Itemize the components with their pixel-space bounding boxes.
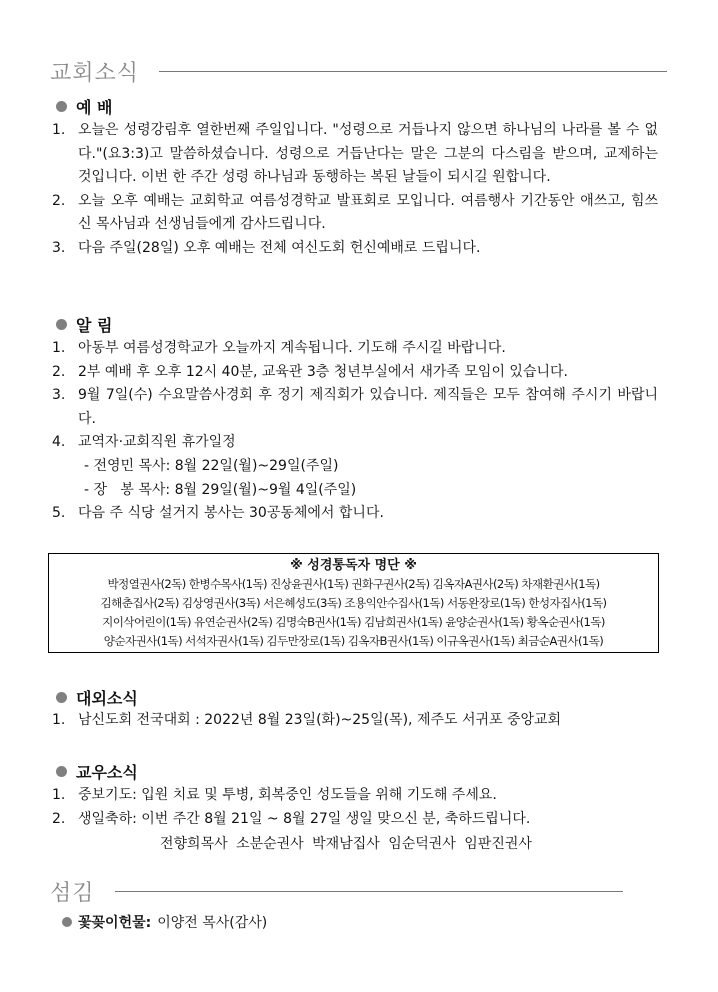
vacation-schedule — [78, 455, 658, 502]
worship-heading-text: 예 배 — [76, 98, 113, 117]
circle-bullet-icon — [56, 319, 67, 330]
roster-title: ※ 성경통독자 명단 ※ — [290, 558, 417, 573]
external-list — [52, 709, 658, 733]
roster-line: 김해춘집사(2독) 김상영권사(3독) 서은혜성도(3독) 조용익안수집사(1독) 서동완장로(1독) 한성자집사(1독) — [100, 596, 607, 610]
circle-bullet-icon — [56, 692, 67, 703]
church-news-rule — [159, 71, 667, 72]
roster-line: 박정열권사(2독) 한병수목사(1독) 진상윤권사(1독) 권화구권사(2독) 김옥자A권사(2독) 차재환권사(1독) — [107, 577, 600, 591]
members-list — [52, 784, 658, 831]
service-header — [50, 876, 623, 907]
members-heading — [56, 760, 138, 783]
list-item: 4. 교역자·교회직원 휴가일정 - 전영민 목사: 8월 22일(월)~29일(주일) - 장 봉 목사: 8월 29일(월)~9월 4일(주일) — [52, 431, 658, 502]
list-item: 3. 9월 7일(수) 수요말씀사경회 후 정기 제직회가 있습니다. 제직들은 모두 참여해 주시기 바랍니다. — [52, 387, 658, 427]
members-heading-text: 교우소식 — [76, 763, 138, 782]
church-news-header — [50, 56, 667, 87]
roster-line: 지이삭어린이(1독) 유연순권사(2독) 김명숙B권사(1독) 김남희권사(1독) 윤양순권사(1독) 황옥순권사(1독) — [102, 615, 605, 629]
list-item: 2. 오늘 오후 예배는 교회학교 여름성경학교 발표회로 모입니다. 여름행사 기간동안 애쓰고, 힘쓰신 목사님과 선생님들에게 감사드립니다. — [52, 192, 658, 233]
list-item: 3. 다음 주일(28일) 오후 예배는 전체 여신도회 헌신예배로 드립니다. — [52, 239, 481, 256]
flower-offering — [62, 912, 267, 932]
notice-heading-text: 알 림 — [76, 316, 113, 335]
church-news-title: 교회소식 — [50, 61, 140, 86]
worship-heading — [56, 95, 112, 118]
roster-line: 양순자권사(1독) 서석자권사(1독) 김두만장로(1독) 김옥자B권사(1독) 이규옥권사(1독) 최금순A권사(1독) — [103, 634, 604, 648]
worship-list — [52, 119, 658, 261]
bible-reading-roster — [48, 553, 659, 653]
service-title: 섬김 — [50, 881, 95, 906]
list-item: 5. 다음 주 식당 설거지 봉사는 30공동체에서 합니다. — [52, 505, 384, 522]
circle-bullet-icon — [56, 101, 67, 112]
list-item: 2. 생일축하: 이번 주간 8월 21일 ~ 8월 27일 생일 맞으신 분, 축하드립니다. — [52, 810, 531, 827]
circle-bullet-icon — [56, 766, 67, 777]
flower-value: 이양전 목사(감사) — [157, 915, 268, 931]
notice-heading — [56, 313, 112, 336]
vacation-line: - 전영민 목사: 8월 22일(월)~29일(주일) — [84, 457, 339, 474]
list-item: 1. 중보기도: 입원 치료 및 투병, 회복중인 성도들을 위해 기도해 주세요. — [52, 787, 497, 803]
birthday-names: 전향희목사 소분순권사 박재남집사 임순덕권사 임판진권사 — [160, 836, 532, 852]
list-item: 1. 아동부 여름성경학교가 오늘까지 계속됩니다. 기도해 주시길 바랍니다. — [52, 340, 506, 356]
service-rule — [115, 891, 623, 892]
list-item: 1. 남신도회 전국대회 : 2022년 8월 23일(화)~25일(목), 제주도 서귀포 중앙교회 — [52, 712, 562, 728]
notice-list — [52, 337, 658, 526]
vacation-line: - 장 봉 목사: 8월 29일(월)~9월 4일(주일) — [84, 481, 357, 498]
external-heading — [56, 686, 138, 709]
list-item: 1. 오늘은 성령강림후 열한번째 주일입니다. "성령으로 거듭나지 않으면 하나님의 나라를 볼 수 없다."(요3:3)고 말씀하셨습니다. 성령으로 거듭난다는 말은 그분의 다스림을 받으며, 교제하는 것입니다. 이번 한 주간 성령 하나님과 동행하는 복된 날들이 되시길 원합니다. — [52, 122, 658, 186]
circle-bullet-icon — [62, 917, 72, 927]
flower-label: 꽃꽂이헌물: — [78, 915, 152, 931]
list-item: 2. 2부 예배 후 오후 12시 40분, 교육관 3층 청년부실에서 새가족 모임이 있습니다. — [52, 363, 568, 380]
external-heading-text: 대외소식 — [76, 689, 138, 708]
